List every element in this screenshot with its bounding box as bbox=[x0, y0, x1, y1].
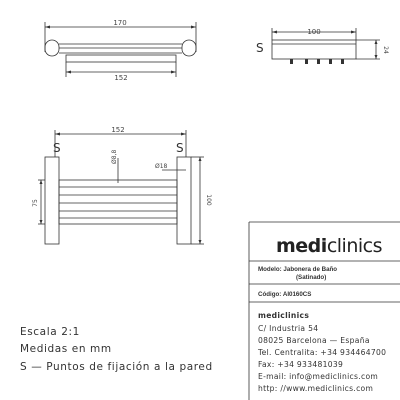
drain-peg-2 bbox=[305, 59, 308, 64]
company-email: E-mail: info@mediclinics.com bbox=[258, 372, 379, 381]
right-mount-cap bbox=[182, 40, 196, 56]
front-s-left: S bbox=[53, 141, 61, 155]
left-wall-bracket bbox=[45, 157, 59, 244]
side-height-arrow-top bbox=[375, 40, 378, 44]
product-code: Código: AI0160CS bbox=[258, 291, 312, 298]
top-inner-arrow-right bbox=[171, 71, 176, 74]
top-view bbox=[45, 22, 196, 77]
side-height-label: 24 bbox=[382, 46, 389, 54]
company-name: mediclinics bbox=[258, 311, 310, 320]
company-logo: mediclinics bbox=[276, 235, 382, 257]
side-s-marker: S bbox=[256, 41, 264, 55]
drain-peg-3 bbox=[317, 59, 320, 64]
top-tray-edge bbox=[66, 55, 176, 62]
front-right-height-label: 100 bbox=[205, 194, 212, 206]
front-right-arrow-top bbox=[199, 157, 202, 161]
side-view bbox=[272, 28, 380, 59]
model-line-1: Modelo: Jabonera de Baño bbox=[258, 266, 338, 273]
rod-diameter-label: Ø8,8 bbox=[111, 149, 118, 164]
tube-diameter-label: Ø18 bbox=[155, 163, 168, 170]
units-note: Medidas en mm bbox=[20, 343, 112, 355]
front-left-arrow-bottom bbox=[40, 220, 43, 224]
drain-peg-1 bbox=[290, 59, 293, 64]
drain-peg-5 bbox=[341, 59, 344, 64]
company-city: 08025 Barcelona — España bbox=[258, 336, 370, 345]
front-dim-arrow-right bbox=[181, 133, 186, 136]
top-inner-width-label: 152 bbox=[114, 74, 128, 82]
side-dim-arrow-left bbox=[272, 31, 277, 34]
front-dim-arrow-left bbox=[55, 133, 60, 136]
top-dim-arrow-right bbox=[191, 26, 196, 29]
side-dim-arrow-right bbox=[351, 31, 356, 34]
legend-note: S — Puntos de fijación a la pared bbox=[20, 361, 213, 373]
side-width-label: 100 bbox=[307, 28, 321, 36]
side-drain-holes bbox=[290, 59, 344, 64]
top-inner-arrow-left bbox=[66, 71, 71, 74]
top-dim-arrow-left bbox=[45, 26, 50, 29]
company-address: C/ Industria 54 bbox=[258, 324, 319, 333]
front-width-label: 152 bbox=[111, 126, 125, 134]
front-left-height-label: 75 bbox=[32, 199, 39, 207]
side-height-arrow-bottom bbox=[375, 55, 378, 59]
company-web: http: //www.mediclinics.com bbox=[258, 384, 374, 393]
front-left-arrow-top bbox=[40, 180, 43, 184]
side-body bbox=[272, 40, 356, 59]
front-right-arrow-bottom bbox=[199, 240, 202, 244]
drain-peg-4 bbox=[329, 59, 332, 64]
top-width-label: 170 bbox=[113, 19, 127, 27]
company-phone: Tel. Centralita: +34 934464700 bbox=[258, 348, 387, 357]
scale-note: Escala 2:1 bbox=[20, 326, 80, 338]
front-s-right: S bbox=[176, 141, 184, 155]
model-line-2: (Satinado) bbox=[296, 274, 327, 281]
company-fax: Fax: +34 933481039 bbox=[258, 360, 344, 369]
left-mount-cap bbox=[45, 40, 59, 56]
